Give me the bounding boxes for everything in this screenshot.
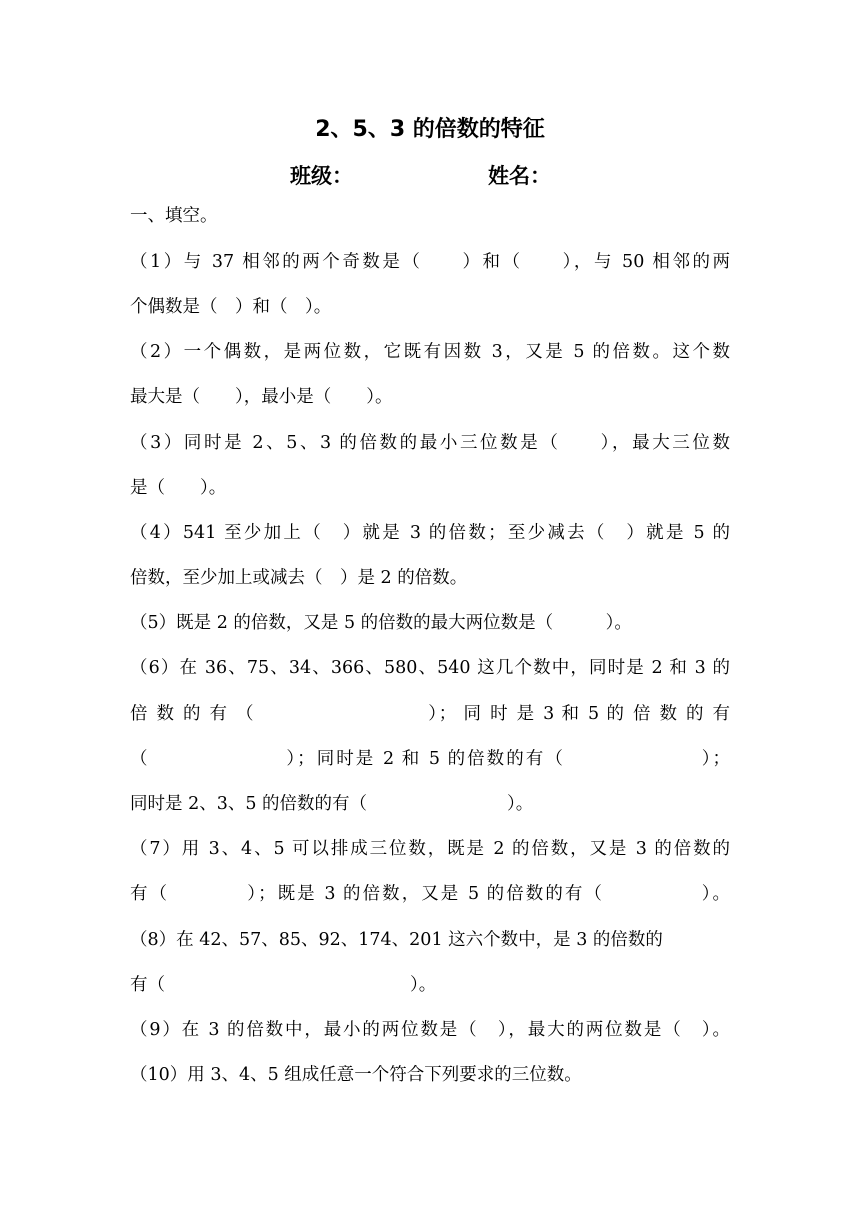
question-2-line-2: 最大是（ ），最小是（ ）。 xyxy=(130,387,393,407)
question-6-line-2: 倍 数 的 有 （ ）； 同 时 是 3 和 5 的 倍 数 的 有 xyxy=(130,704,730,724)
question-9-line-1: （9）在 3 的倍数中，最小的两位数是（ ），最大的两位数是（ ）。 xyxy=(130,1020,730,1040)
question-1-line-2: 个偶数是（ ）和（ ）。 xyxy=(130,297,332,317)
question-4-line-2: 倍数，至少加上或减去（ ）是 2 的倍数。 xyxy=(130,568,468,588)
name-label: 姓名： xyxy=(488,164,551,188)
page-title: 2、5、3 的倍数的特征 xyxy=(315,117,545,142)
question-8-line-2: 有（ ）。 xyxy=(130,975,437,995)
question-10-line-1: （10）用 3、4、5 组成任意一个符合下列要求的三位数。 xyxy=(130,1065,582,1085)
question-6-line-4: 同时是 2、3、5 的倍数的有（ ）。 xyxy=(130,794,534,814)
question-6-line-1: （6）在 36、75、34、366、580、540 这几个数中，同时是 2 和 3 的 xyxy=(130,658,730,678)
question-7-line-2: 有（ ）；既是 3 的倍数，又是 5 的倍数的有（ ）。 xyxy=(130,884,730,904)
section-heading: 一、填空。 xyxy=(130,206,218,226)
question-2-line-1: （2）一个偶数，是两位数，它既有因数 3，又是 5 的倍数。这个数 xyxy=(130,342,730,362)
question-8-line-1: （8）在 42、57、85、92、174、201 这六个数中，是 3 的倍数的 xyxy=(130,930,663,950)
class-label: 班级： xyxy=(290,164,353,188)
question-4-line-1: （4）541 至少加上（ ）就是 3 的倍数；至少减去（ ）就是 5 的 xyxy=(130,523,730,543)
question-1-line-1: （1）与 37 相邻的两个奇数是（ ）和（ ），与 50 相邻的两 xyxy=(130,252,730,272)
question-6-line-3: （ ）；同时是 2 和 5 的倍数的有（ ）； xyxy=(130,749,730,769)
question-3-line-2: 是（ ）。 xyxy=(130,478,227,498)
question-5-line-1: （5）既是 2 的倍数，又是 5 的倍数的最大两位数是（ ）。 xyxy=(130,613,632,633)
question-3-line-1: （3）同时是 2、5、3 的倍数的最小三位数是（ ），最大三位数 xyxy=(130,433,730,453)
question-7-line-1: （7）用 3、4、5 可以排成三位数，既是 2 的倍数，又是 3 的倍数的 xyxy=(130,839,730,859)
